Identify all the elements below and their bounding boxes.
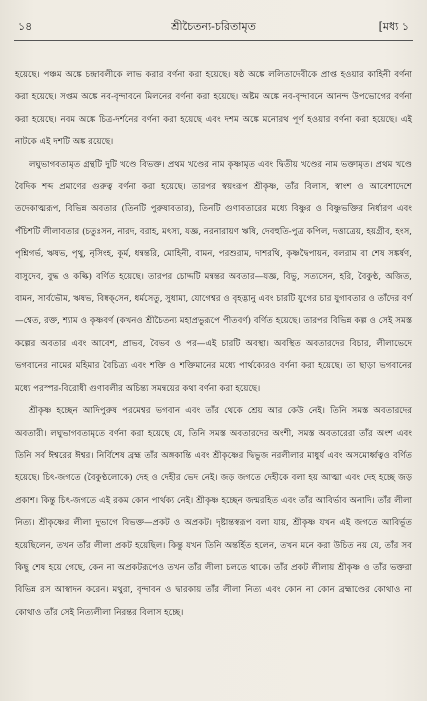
page-header [18, 16, 409, 36]
paragraph-2: লঘুভাগবতামৃত গ্রন্থটি দুটি খণ্ডে বিভক্ত। প্রথম খণ্ডের নাম কৃষ্ণামৃত এবং দ্বিতীয় খণ্ডের নাম ভক্তামৃত। প্রথম খণ্ডে বৈদিক শব্দ প্রমাণের গুরুত্ব বর্ণনা করা হয়েছে। তারপর স্বয়ংরূপ শ্রীকৃষ্ণ, তাঁর বিলাস, স্বাংশ ও আবেশাদেশে তদেকাত্মরূপ, বিভিন্ন অবতার (তিনটি পুরুষাবতার), তিনটি গুণাবতারের মধ্যে বিষ্ণুর ও বিষ্ণুভক্তির নির্ধারণ এবং পঁচিশটি লীলাবতার (চতুঃসন, নারদ, বরাহ, মৎস্য, যজ্ঞ, নরনারায়ণ ঋষি, দেবহুতি-পুত্র কপিল, দত্তাত্রেয়, হয়গ্রীব, হংস, পৃশ্নিগর্ভ, ঋষভ, পৃথু, নৃসিংহ, কূর্ম, ধন্বন্তরি, মোহিনী, বামন, পরশুরাম, দাশরথি, কৃষ্ণদ্বৈপায়ন, বলরাম বা শেষ সঙ্কর্ষণ, বাসুদেব, বুদ্ধ ও কল্কি) বর্ণিত হয়েছে। তারপর চোদ্দটি মন্বন্তর অবতার—যজ্ঞ, বিভু, সত্যসেন, হরি, বৈকুণ্ঠ, অজিত, বামন, সার্বভৌম, ঋষভ, বিষ্বক্‌সেন, ধর্মসেতু, সুধামা, যোগেশ্বর ও বৃহদ্ভানু এবং চারটি যুগের চার যুগাবতার ও তাঁদের বর্ণ—শ্বেত, রক্ত, শ্যাম ও কৃষ্ণবর্ণ (কখনও শ্রীচৈতন্য মহাপ্রভুরূপে পীতবর্ণ) বর্ণিত হয়েছে। তারপর বিভিন্ন কল্প ও সেই সমস্ত কল্পের অবতার এবং আবেশ, প্রাভব, বৈভব ও পর—এই চারটি অবস্থা। অবস্থিত অবতারদের বিচার, লীলাভেদে ভগবানের নামের মহিমার বৈচিত্র্য এবং শক্তি ও শক্তিমানের মধ্যে পার্থক্যেরও বর্ণনা করা হয়েছে। তা ছাড়া ভগবানের মধ্যে পরস্পর-বিরোধী গুণাবলীর অচিন্ত্য সমন্বয়ের কথা বর্ণনা করা হয়েছে। [15, 159, 412, 394]
page-body [15, 64, 412, 624]
paragraph-1: হয়েছে। পঞ্চম অঙ্কে চন্দ্রাবলীকে লাভ করার বর্ণনা করা হয়েছে। ষষ্ঠ অঙ্কে ললিতাদেবীকে প্রাপ্ত হওয়ার কাহিনী বর্ণনা করা হয়েছে। সপ্তম অঙ্কে নব-বৃন্দাবনে মিলনের বর্ণনা করা হয়েছে। অষ্টম অঙ্কে নব-বৃন্দাবনে আনন্দ উপভোগের বর্ণনা করা হয়েছে। নবম অঙ্কে চিত্র-দর্শনের বর্ণনা করা হয়েছে এবং দশম অঙ্কে মনোরথ পূর্ণ হওয়ার বর্ণনা করা হয়েছে। এই নাটকে এই দশটি অঙ্ক রয়েছে। [15, 70, 412, 148]
header-rule [14, 40, 413, 41]
running-title: শ্রীচৈতন্য-চরিতামৃত [171, 20, 256, 33]
section-label: [মধ্য ১ [378, 20, 409, 33]
paragraph-3: শ্রীকৃষ্ণ হচ্ছেন আদিপুরুষ পরমেশ্বর ভগবান এবং তাঁর থেকে শ্রেয় আর কেউ নেই। তিনি সমস্ত অবতারদের অবতারী। লঘুভাগবতামৃতে বর্ণনা করা হয়েছে যে, তিনি সমস্ত অবতারদের অংশী, সমস্ত অবতারেরা তাঁর অংশ এবং তিনি সর্ব ঈশ্বরের ঈশ্বর। নির্বিশেষ ব্রহ্ম তাঁর অঙ্গকান্তি এবং শ্রীকৃষ্ণের দ্বিভুজ নরলীলার মাধুর্য এবং অসমোর্ধ্বত্বও বর্ণিত হয়েছে। চিৎ-জগতে (বৈকুণ্ঠলোকে) দেহ ও দেহীর ভেদ নেই। জড় জগতে দেহীকে বলা হয় আত্মা এবং দেহ হচ্ছে জড় প্রকাশ। কিন্তু চিৎ-জগতে এই রকম কোন পার্থক্য নেই। শ্রীকৃষ্ণ হচ্ছেন জন্মরহিত এবং তাঁর আবির্ভাব অনাদি। তাঁর লীলা নিত্য। শ্রীকৃষ্ণের লীলা দুভাগে বিভক্ত—প্রকট ও অপ্রকট। দৃষ্টান্তস্বরূপ বলা যায়, শ্রীকৃষ্ণ যখন এই জগতে আবির্ভূত হয়েছিলেন, তখন তাঁর লীলা প্রকট হয়েছিল। কিন্তু যখন তিনি অন্তর্হিত হলেন, তখন মনে করা উচিত নয় যে, তাঁর সব কিছু শেষ হয়ে গেছে, কেন না অপ্রকটরূপেও তখন তাঁর লীলা চলতে থাকে। তাঁর প্রকট লীলায় শ্রীকৃষ্ণ ও তাঁর ভক্তরা বিভিন্ন রস আস্বাদন করেন। মথুরা, বৃন্দাবন ও দ্বারকায় তাঁর লীলা নিত্য এবং কোন না কোন ব্রহ্মাণ্ডের কোথাও না কোথাও তাঁর সেই নিত্যলীলা নিরন্তর বিলাস হচ্ছে। [15, 406, 412, 618]
page-number: ১৪ [18, 20, 33, 33]
